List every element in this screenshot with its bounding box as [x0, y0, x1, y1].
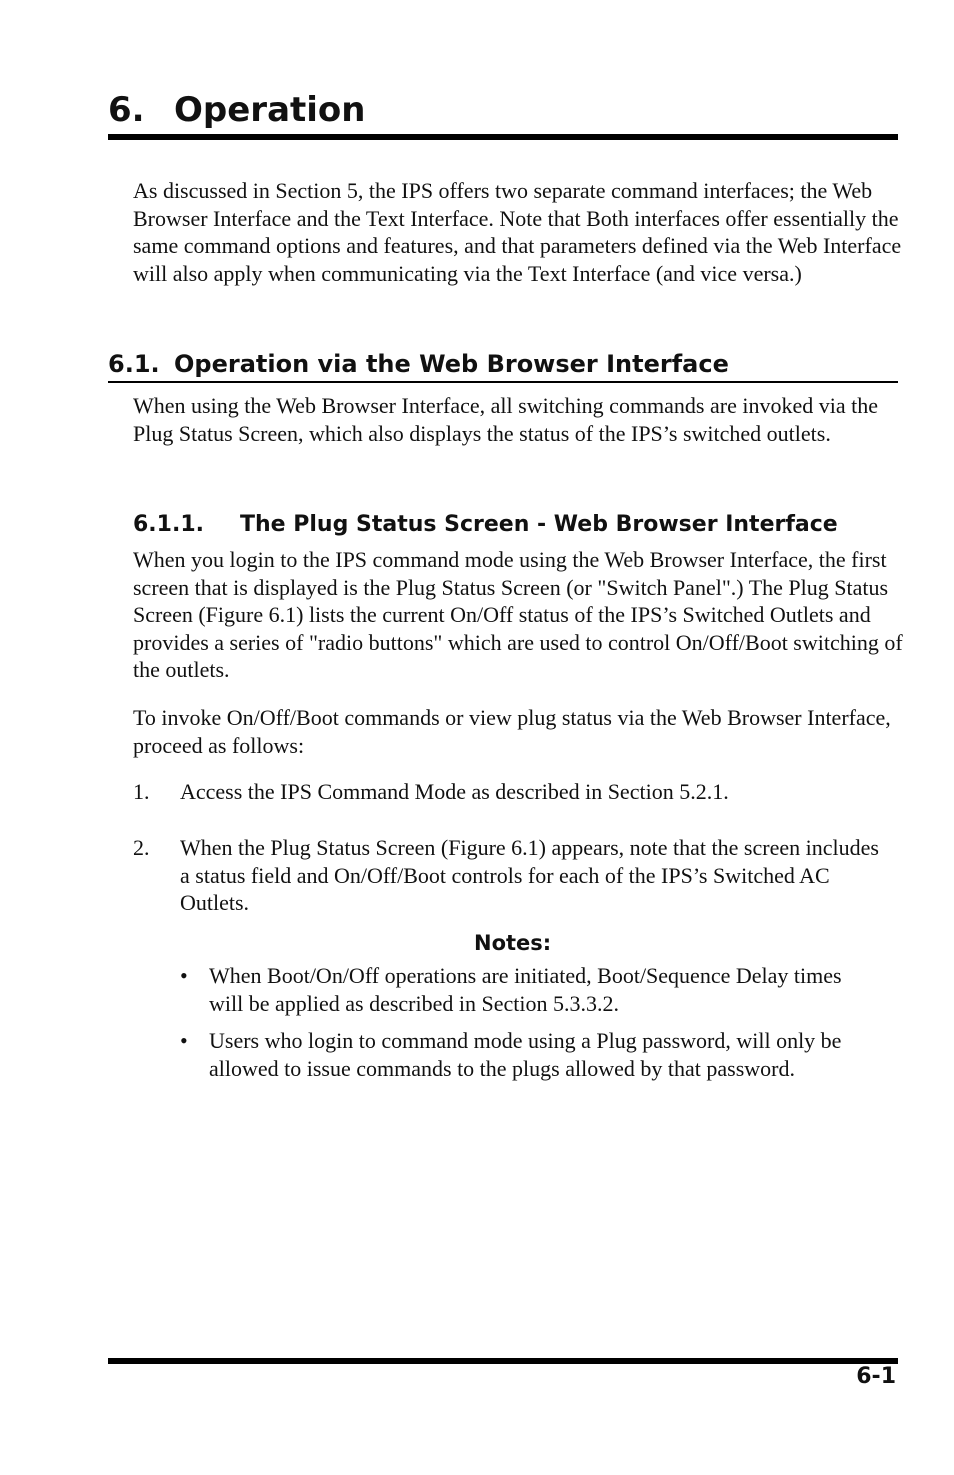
- intro-paragraph: As discussed in Section 5, the IPS offers two separate command interfaces; the Web Browser Interface and the Text Interface. Note that Both interfaces offer essentially the same command options and features, and that parameters defined via the Web Interface will also apply when communicating via the Text Interface (and vice versa.): [133, 178, 902, 286]
- note-text: Users who login to command mode using a Plug password, will only be allowed to issue commands to the plugs allowed by that password.: [209, 1028, 842, 1081]
- subsection-number: 6.1.1.: [133, 512, 204, 537]
- chapter-heading: [108, 88, 898, 140]
- bullet-icon: •: [180, 963, 188, 988]
- page-number: 6-1: [856, 1364, 896, 1389]
- step-number: 2.: [133, 835, 150, 860]
- notes-label: Notes:: [474, 931, 552, 955]
- bullet-icon: •: [180, 1028, 188, 1053]
- subsection-paragraph-1: When you login to the IPS command mode using the Web Browser Interface, the first screen that is displayed is the Plug Status Screen (or "Switch Panel".) The Plug Status Screen (Figure 6.1) lists the current On/Off status of the IPS’s Switched Outlets and provides a series of "radio buttons" which are used to control On/Off/Boot switching of the outlets.: [133, 547, 903, 683]
- chapter-number: 6.: [108, 90, 145, 130]
- section-heading: [108, 350, 898, 383]
- subsection-title: The Plug Status Screen - Web Browser Interface: [240, 512, 838, 537]
- note-text: When Boot/On/Off operations are initiated, Boot/Sequence Delay times will be applied as described in Section 5.3.3.2.: [209, 963, 842, 1016]
- chapter-title: Operation: [174, 90, 366, 130]
- section-number: 6.1.: [108, 350, 160, 378]
- step-text: Access the IPS Command Mode as described in Section 5.2.1.: [180, 779, 729, 804]
- section-title: Operation via the Web Browser Interface: [174, 350, 729, 378]
- subsection-paragraph-2: To invoke On/Off/Boot commands or view plug status via the Web Browser Interface, proceed as follows:: [133, 705, 891, 758]
- section-paragraph: When using the Web Browser Interface, all switching commands are invoked via the Plug Status Screen, which also displays the status of the IPS’s switched outlets.: [133, 393, 878, 446]
- step-text: When the Plug Status Screen (Figure 6.1) appears, note that the screen includes a status field and On/Off/Boot controls for each of the IPS’s Switched AC Outlets.: [180, 835, 879, 916]
- step-number: 1.: [133, 779, 150, 804]
- footer-rule: [108, 1358, 898, 1364]
